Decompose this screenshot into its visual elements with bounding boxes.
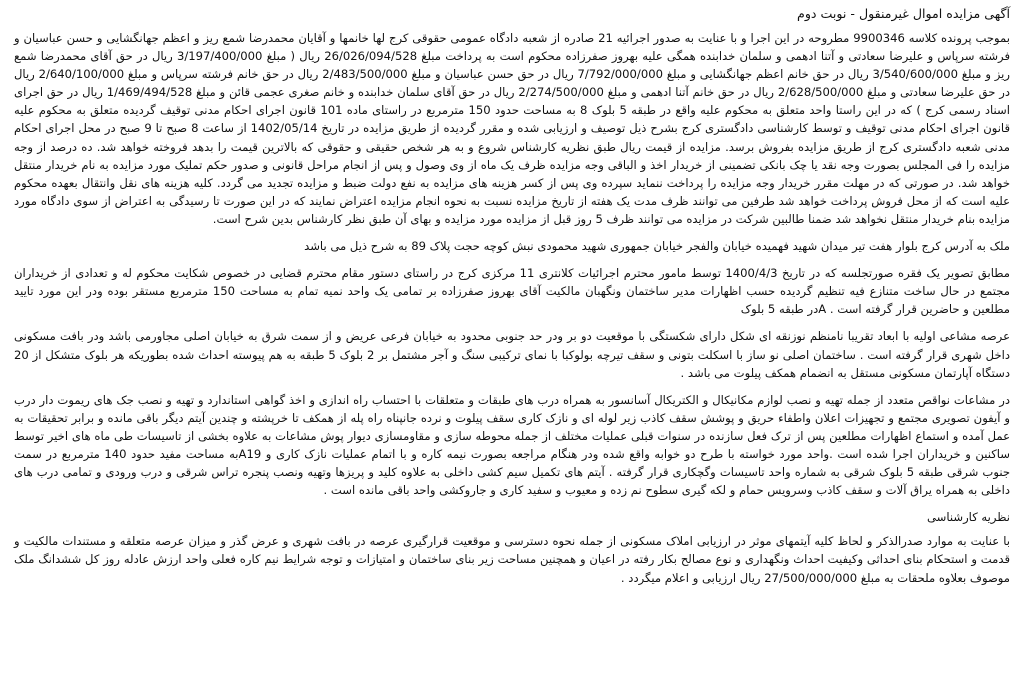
paragraph-expert-valuation: با عنایت به موارد صدرالذکر و لحاظ کلیه آیتمهای موثر در ارزیابی املاک مسکونی از جمله نحوه دسترسی و موقعیت قرارگیری عرصه در بافت شهری و عرض گذر و میزان عرصه متعلقه و مستندات مالکیت و قدمت و استحکام بنای احداثی وکیفیت احداث ونگهداری و نوع مصالح بکار رفته در اعیان و همچنین مساحت زیر بنای ساختمان و امتیازات و توجه شرایط نیم کاره فعلی واحد ارزش عادله روز کل ششدانگ ملک موصوف بعلاوه ملحقات به مبلغ 27/500/000/000 ریال ارزیابی و اعلام میگردد .: [14, 534, 1010, 585]
auction-notice: [14, 4, 1010, 688]
paragraph-land-description: عرصه مشاعی اولیه با ابعاد تقریبا نامنظم نوزنقه ای شکل دارای شکستگی با موقعیت دو بر ودر حد جنوبی محدود به خیابان فرعی عریض و از سمت شرق به خیابان اصلی مجاورمی باشد ودر بافت مسکونی داخل شهری قرار گرفته است . ساختمان اصلی نو ساز با اسکلت بتونی و سقف تیرچه بولوکبا با نمای ترکیبی سنگ و آجر مشتمل بر 2 بلوک 5 طبقه به هم پیوسته احداث شده بطوریکه هر بلوک متشکل از 20 دستگاه آپارتمان مسکونی مستقل به انضمام همکف پیلوت می باشد .: [14, 329, 1010, 380]
paragraph-property-address: ملک به آدرس کرج بلوار هفت تیر میدان شهید فهمیده خیابان والفجر خیابان جمهوری شهید محمودی نبش کوچه حجت پلاک 89 به شرح ذیل می باشد: [304, 239, 1010, 254]
paragraph-case-details: بموجب پرونده کلاسه 9900346 مطروحه در این اجرا و با عنایت به صدور اجرائیه 21 صادره از شعبه دادگاه عمومی حقوقی کرج لها خانمها و آقایان محمدرضا شمع ریز و اعظم جهانگشایی و حسن عباسیان و فرشته سرپاس و علیرضا سعادتی و آتنا ادهمی و سلمان خدابنده همگی علیه بهروز صفرزاده محکوم است به پرداخت مبلغ 26/026/094/528 ریال ( مبلغ 3/197/400/000 ریال در حق آقای محمدرضا شمع ریز و مبلغ 3/540/600/000 ریال در حق خانم اعظم جهانگشایی و مبلغ 7/792/000/000 ریال در حق حسن عباسیان و مبلغ 2/483/500/000 ریال در حق خانم فرشته سرپاس و مبلغ 2/640/100/000 ریال در حق علیرضا سعادتی و مبلغ 2/628/500/000 ریال در حق خانم آتنا ادهمی و مبلغ 2/274/500/000 ریال در حق آقای سلمان خدابنده و خانم صغری عجمی قائن و مبلغ 1/469/494/528 ریال در حق اجرای اسناد رسمی کرج ) که در این راستا واحد متعلق به محکوم علیه واقع در طبقه 5 بلوک 8 به مساحت حدود 150 مترمربع در راستای ماده 101 قانون اجرای احکام مدنی توقیف گردیده متعلق به محکوم علیه قانون اجرای احکام مدنی توقیف و توسط کارشناسی دادگستری کرج بشرح ذیل توصیف و ارزیابی شده و مقرر گردیده از طریق مزایده در تاریخ 1402/05/14 از ساعت 8 صبح تا 9 صبح در محل اجرای احکام مدنی شعبه دادگستری کرج از طریق مزایده بفروش برسد. مزایده از قیمت ریال طبق نظریه کارشناس شروع و به هر شخص حقیقی و حقوقی که بالاترین قیمت را بدهد فروخته خواهد شد. ده درصد از وجه مزایده را فی المجلس بصورت وجه نقد یا چک بانکی تضمینی از خریدار اخذ و الباقی وجه مزایده ظرف یک ماه از وی وصول و پس از انجام مراحل قانونی و صدور حکم تملیک مورد مزایده به نام خریدار منتقل خواهد شد. در صورتی که در مهلت مقرر خریدار وجه مزایده را پرداخت ننماید سپرده وی پس از کسر هزینه های مزایده به نفع دولت ضبط و مزایده تجدید می گردد. کلیه هزینه های نقل وانتقال بعهده محکوم علیه است که از محل فروش پرداخت خواهد شد طرفین می توانند ظرف مدت یک هفته از تاریخ مزایده نسبت به نحوه انجام مزایده اعتراض نمایند که در این صورت تا رسیدگی به اعتراض از سوی دادگاه مورد مزایده بنام خریدار منتقل نخواهد شد ضمنا طالبین شرکت در مزایده می توانند ظرف 5 روز قبل از مزایده مورد مزایده و بهای آن طبق نظر کارشناس بدین شرح است.: [14, 31, 1010, 226]
paragraph-deficiencies: در مشاعات نواقص متعدد از جمله تهیه و نصب لوازم مکانیکال و الکتریکال آسانسور به همراه درب های طبقات و متعلقات با احتساب راه اندازی و اخذ گواهی استاندارد و تهیه و نصب جک های ریموت دار درب و آیفون تصویری مجتمع و تجهیزات اعلان واطفاء حریق و پوشش سقف کاذب زیر لوله ای و نازک کاری سقف پیلوت و نرده جانپناه راه پله از همکف تا خرپشته و چندین آیتم دیگر باقی مانده و برابر تحقیقات به عمل آمده و استماع اظهارات مطلعین پس از ترک فعل سازنده در سنوات قبلی عملیات مختلف از جمله محوطه سازی و مقاومسازی دیوار پوش مشاعات به علاوه بخشی از تاسیسات طی ماه های اخیر توسط ساکنین و خریداران اجرا شده است .واحد مورد خواسته با طرح دو خوابه واقع شده ودر هنگام مراجعه بصورت نیمه کاره و با اتمام عملیات نازک کاری و A19به مساحت مفید حدود 140 مترمربع در سمت جنوب شرقی طبقه 5 بلوک شرقی به شماره واحد تاسیسات وگچکاری قرار گرفته . آیتم های تکمیل سیم کشی داخلی به علاوه کلید و پریزها وتهیه ونصب پنجره تراس شرقی و درب ورودی و تمامی درب های داخلی به همراه یراق آلات و سقف کاذب وسرویس حمام و لکه گیری سطوح نم زده و معیوب و سفید کاری و جاروکشی واحد باقی مانده است .: [14, 392, 1010, 498]
expert-opinion-heading: نظریه کارشناسی: [926, 510, 1010, 525]
paragraph-police-report: مطابق تصویر یک فقره صورتجلسه که در تاریخ 1400/4/3 توسط مامور محترم اجرائیات کلانتری 11 مرکزی کرج در راستای دستور مقام محترم قضایی در خصوص شکایت محکوم له و تعدادی از خریداران مجتمع در حال ساخت متنازع فیه تنظیم گردیده حسب اظهارات مدیر ساختمان ونگهبان مالکیت آقای بهروز صفرزاده بر تمامی یک واحد نمیه تمام به مساحت 150 مترمربع مستقر بوده ودر این مورد تایید مطلعین و حاضرین قرار گرفته است . Aدر طبقه 5 بلوک: [14, 266, 1010, 317]
notice-title: آگهی مزایده اموال غیرمنقول - نوبت دوم: [797, 6, 1010, 21]
